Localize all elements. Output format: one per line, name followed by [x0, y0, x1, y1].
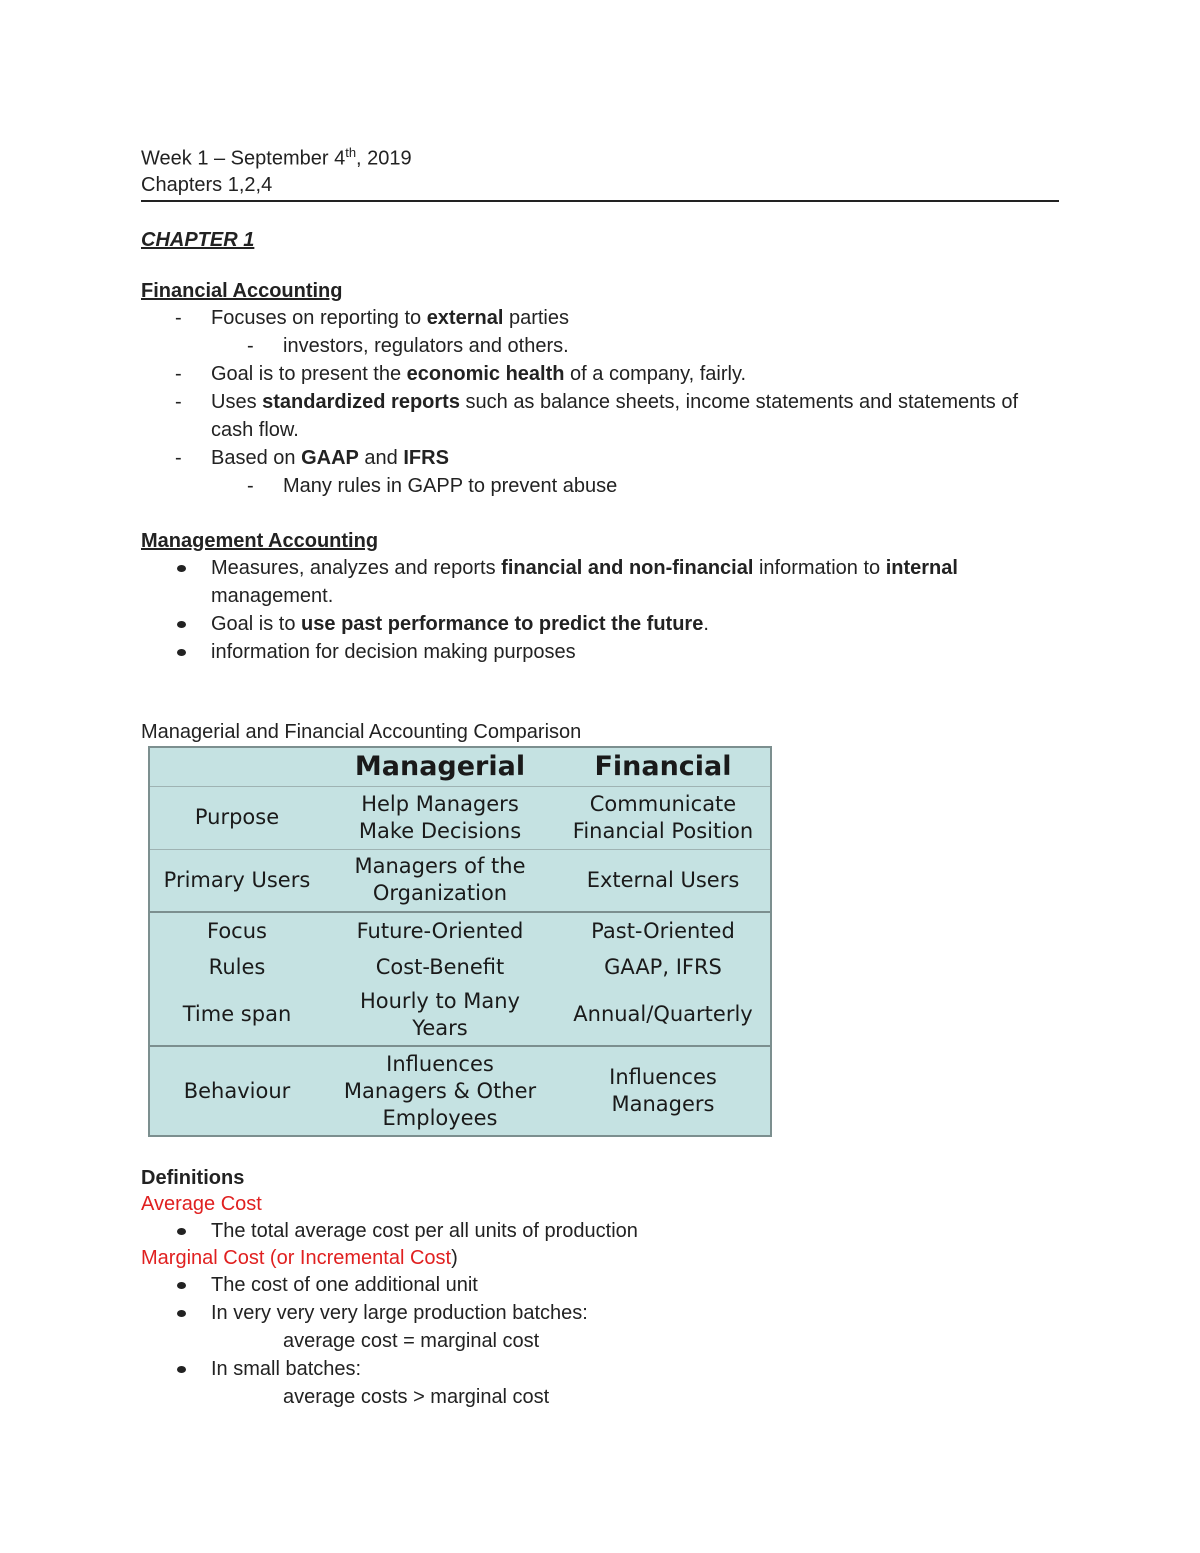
table-cell: Cost-Benefit	[375, 954, 505, 979]
financial-list	[141, 304, 1059, 500]
table-header-row	[149, 747, 771, 787]
equation-line: average cost = marginal cost	[283, 1330, 540, 1353]
table-cell: External Users	[556, 849, 771, 912]
item-text: Focuses on reporting to	[211, 306, 427, 329]
comparison-table	[148, 746, 772, 1138]
list-item	[141, 472, 1059, 500]
item-bold: financial and non-financial	[501, 556, 754, 579]
item-bold: GAAP	[301, 446, 359, 469]
item-text: Based on	[211, 446, 302, 469]
bullet-icon	[177, 649, 186, 656]
item-text: In small batches:	[211, 1358, 362, 1381]
definitions-title: Definitions	[141, 1167, 245, 1190]
bullet-icon	[177, 1366, 186, 1373]
table-cell: Annual/Quarterly	[573, 1002, 753, 1027]
list-item	[141, 304, 1059, 332]
week-text: Week 1 – September 4	[141, 147, 346, 170]
table-row	[149, 950, 771, 984]
bullet-icon	[177, 1310, 186, 1317]
item-bold: standardized reports	[262, 390, 460, 413]
week-heading	[141, 140, 1059, 172]
item-bold: use past performance to predict the future	[301, 612, 704, 635]
inequality-line: average costs > marginal cost	[283, 1386, 550, 1409]
list-item	[141, 1355, 1059, 1383]
item-text: and	[358, 446, 404, 469]
item-bold: external	[426, 306, 504, 329]
item-text: Measures, analyzes and reports	[211, 556, 502, 579]
table-row	[149, 984, 771, 1046]
table-cell: Influences Managers & Other Employees	[324, 1046, 556, 1136]
table-cell: Hourly to Many Years	[359, 988, 520, 1040]
dash-marker: -	[175, 446, 182, 469]
item-text: investors, regulators and others.	[283, 334, 569, 357]
item-bold: IFRS	[403, 446, 449, 469]
average-cost-term: Average Cost	[141, 1193, 262, 1216]
table-header-cell: Financial	[594, 751, 732, 783]
dash-marker: -	[175, 306, 182, 329]
table-header-cell: Managerial	[354, 751, 526, 783]
term-text: Marginal Cost (or Incremental Cost	[141, 1247, 452, 1270]
table-cell: Influences Managers	[556, 1046, 771, 1136]
marginal-cost-list	[141, 1271, 1059, 1327]
item-bold: internal	[885, 556, 958, 579]
management-list	[141, 554, 1059, 666]
table-row	[149, 849, 771, 912]
term-close: )	[451, 1247, 458, 1270]
item-text: Uses	[211, 390, 263, 413]
table-cell: Past-Oriented	[556, 912, 771, 950]
list-item	[141, 388, 1059, 444]
item-text: The cost of one additional unit	[211, 1274, 478, 1297]
list-item	[141, 1217, 1059, 1245]
header-divider	[141, 200, 1059, 202]
table-cell: Managers of the Organization	[324, 849, 556, 912]
list-item	[141, 638, 1059, 666]
bullet-icon	[177, 1282, 186, 1289]
table-cell: Communicate Financial Position	[556, 786, 771, 849]
financial-accounting-title: Financial Accounting	[141, 279, 343, 302]
management-accounting-title: Management Accounting	[141, 529, 379, 552]
item-text: management.	[211, 584, 334, 607]
item-text: Many rules in GAPP to prevent abuse	[283, 474, 618, 497]
list-item	[141, 1299, 1059, 1327]
marginal-cost-list-2	[141, 1355, 1059, 1383]
item-text: .	[703, 612, 709, 635]
item-text: parties	[503, 306, 569, 329]
item-text: Goal is to present the	[211, 362, 407, 385]
table-cell: Purpose	[149, 786, 324, 849]
chapters-line: Chapters 1,2,4	[141, 173, 273, 196]
table-row	[149, 1046, 771, 1136]
table-cell: Primary Users	[149, 849, 324, 912]
dash-marker: -	[175, 362, 182, 385]
list-item	[141, 610, 1059, 638]
document-page	[141, 140, 1059, 1411]
year-text: , 2019	[356, 147, 412, 170]
table-cell: Help Managers Make Decisions	[324, 786, 556, 849]
list-item	[141, 1271, 1059, 1299]
item-text: such as balance sheets, income statements and statements of cash flow.	[211, 390, 1019, 441]
table-cell: Time span	[182, 1002, 292, 1027]
marginal-cost-term	[141, 1245, 1059, 1271]
item-text: information for decision making purposes	[211, 640, 576, 663]
bullet-icon	[177, 1228, 186, 1235]
item-text: The total average cost per all units of production	[211, 1220, 638, 1243]
list-item	[141, 444, 1059, 472]
table-row	[149, 786, 771, 849]
average-cost-list	[141, 1217, 1059, 1245]
table-cell: Future-Oriented	[324, 912, 556, 950]
list-item	[141, 554, 1059, 610]
table-header-cell	[149, 747, 324, 787]
table-cell: Focus	[149, 912, 324, 950]
item-text: Goal is to	[211, 612, 302, 635]
item-text: In very very very large production batches:	[211, 1302, 588, 1325]
comparison-caption: Managerial and Financial Accounting Comparison	[141, 720, 582, 743]
list-item	[141, 332, 1059, 360]
table-cell: GAAP, IFRS	[604, 954, 722, 979]
chapter-title: CHAPTER 1	[141, 228, 255, 251]
ordinal-suffix: th	[345, 145, 357, 160]
table-cell: Behaviour	[149, 1046, 324, 1136]
dash-marker: -	[175, 390, 182, 413]
dash-marker: -	[247, 334, 254, 357]
item-text: of a company, fairly.	[564, 362, 747, 385]
table-row	[149, 912, 771, 950]
dash-marker: -	[247, 474, 254, 497]
table-cell: Rules	[208, 954, 266, 979]
item-bold: economic health	[406, 362, 565, 385]
list-item	[141, 360, 1059, 388]
item-text: information to	[753, 556, 886, 579]
bullet-icon	[177, 621, 186, 628]
bullet-icon	[177, 565, 186, 572]
